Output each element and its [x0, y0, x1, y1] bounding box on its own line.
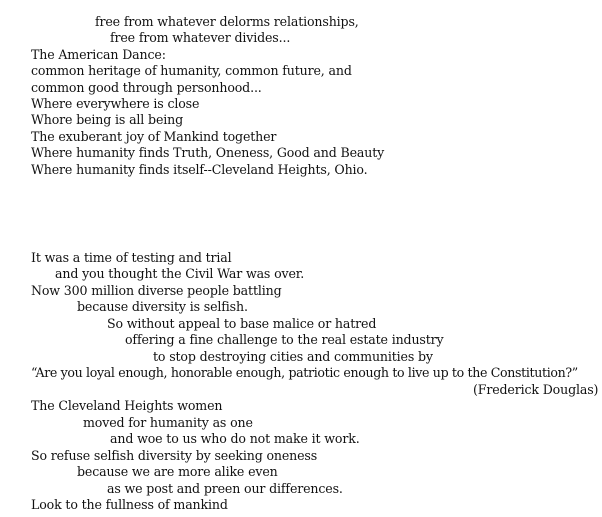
text-line: Where everywhere is close	[31, 96, 200, 111]
text-line: common good through personhood...	[31, 80, 262, 95]
text-line: common heritage of humanity, common future, and	[31, 63, 352, 78]
quote-line: “Are you loyal enough, honorable enough, patriotic enough to live up to the Constitution?”	[31, 365, 578, 380]
text-line: The exuberant joy of Mankind together	[31, 129, 277, 144]
text-line: The American Dance:	[31, 47, 166, 62]
text-line: The Cleveland Heights women	[31, 398, 223, 413]
text-line: Where humanity finds itself--Cleveland Heights, Ohio.	[31, 162, 368, 177]
text-line: and you thought the Civil War was over.	[55, 266, 305, 281]
text-line: free from whatever delorms relationships,	[95, 14, 359, 29]
text-line: So refuse selfish diversity by seeking oneness	[31, 448, 318, 463]
text-line: moved for humanity as one	[83, 415, 253, 430]
text-line: as we post and preen our differences.	[107, 481, 343, 496]
quote-attribution: (Frederick Douglas)	[473, 382, 599, 397]
text-line: free from whatever divides...	[110, 30, 291, 45]
text-line: Where humanity finds Truth, Oneness, Good and Beauty	[31, 145, 385, 160]
text-line: to stop destroying cities and communities by	[153, 349, 433, 364]
text-line: It was a time of testing and trial	[31, 250, 232, 265]
text-line: Now 300 million diverse people battling	[31, 283, 282, 298]
text-line: Look to the fullness of mankind	[31, 497, 228, 512]
text-line: and woe to us who do not make it work.	[110, 431, 360, 446]
text-line: So without appeal to base malice or hatred	[107, 316, 377, 331]
text-line: because diversity is selfish.	[77, 299, 248, 314]
text-line: because we are more alike even	[77, 464, 278, 479]
text-line: offering a fine challenge to the real estate industry	[125, 332, 444, 347]
text-line: Whore being is all being	[31, 112, 184, 127]
